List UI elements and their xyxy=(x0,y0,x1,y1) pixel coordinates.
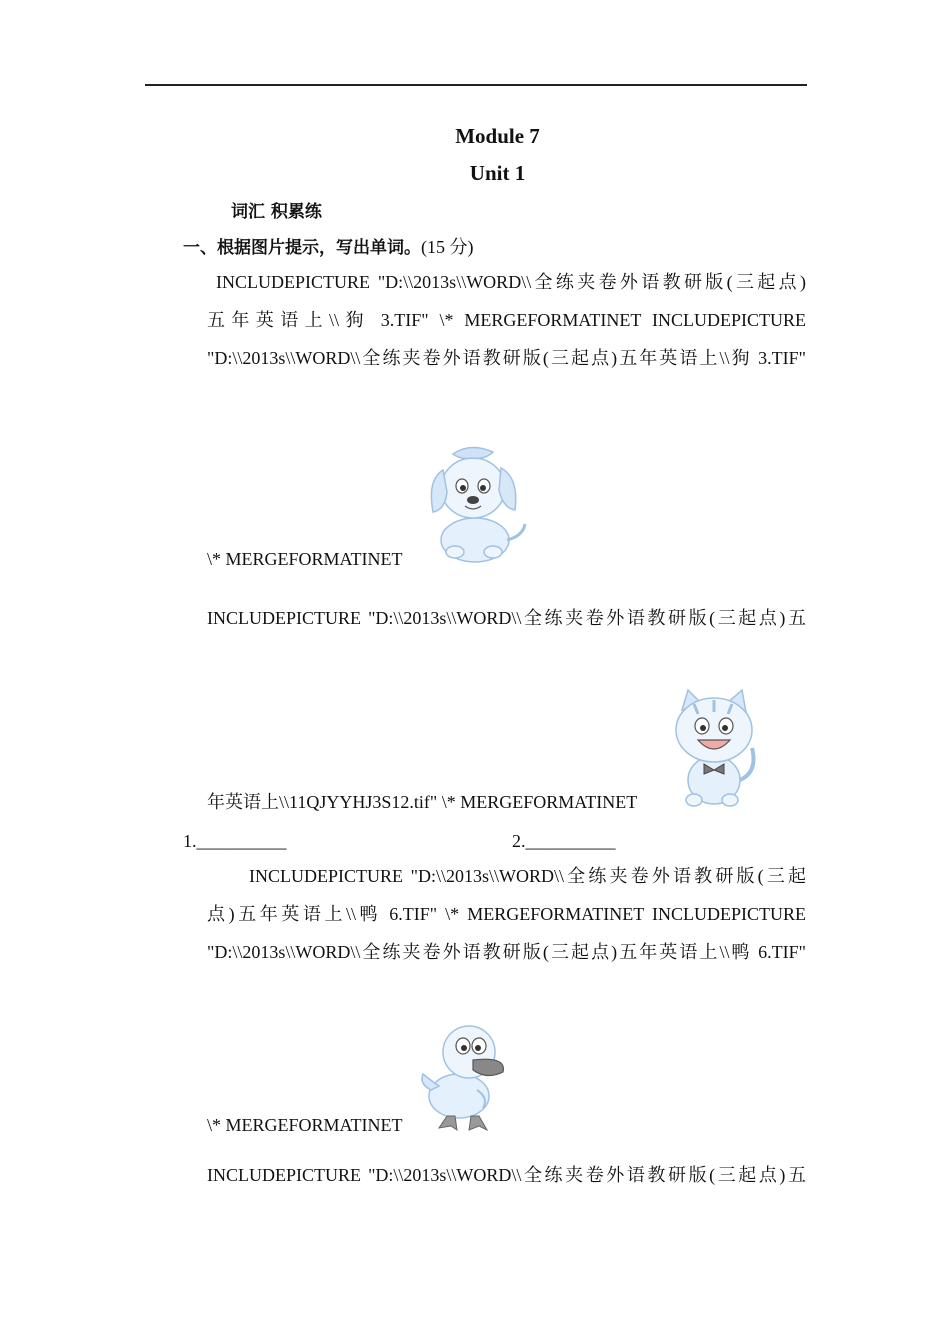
field-code-line: 五年英语上\\狗 3.TIF" \* MERGEFORMATINET INCLUDEPICTURE xyxy=(207,310,806,330)
answer-blank-2[interactable]: 2.__________ xyxy=(512,831,616,851)
dog-cartoon-image xyxy=(415,440,533,565)
cat-cartoon-image xyxy=(664,688,760,810)
unit-title: Unit 1 xyxy=(469,161,526,185)
field-code-line: INCLUDEPICTURE "D:\\2013s\\WORD\\全练夹卷外语教研版(三起 xyxy=(249,866,806,886)
field-code-line: 年英语上\\11QJYYHJ3S12.tif" \* MERGEFORMATINET xyxy=(207,792,638,812)
field-code-line: INCLUDEPICTURE "D:\\2013s\\WORD\\全练夹卷外语教研版(三起点)五 xyxy=(207,608,806,628)
header-rule xyxy=(145,84,807,86)
field-code-line: INCLUDEPICTURE "D:\\2013s\\WORD\\全练夹卷外语教研版(三起点) xyxy=(216,272,806,292)
question-points: (15 分) xyxy=(421,237,474,257)
field-code-line: "D:\\2013s\\WORD\\全练夹卷外语教研版(三起点)五年英语上\\鸭 6.TIF" xyxy=(207,942,807,962)
field-code-line: "D:\\2013s\\WORD\\全练夹卷外语教研版(三起点)五年英语上\\狗 3.TIF" xyxy=(207,348,807,368)
field-code-line: INCLUDEPICTURE "D:\\2013s\\WORD\\全练夹卷外语教研版(三起点)五 xyxy=(207,1165,806,1185)
field-code-line: \* MERGEFORMATINET xyxy=(207,549,403,569)
duck-cartoon-image xyxy=(417,1020,511,1134)
field-code-line: 点)五年英语上\\鸭 6.TIF" \* MERGEFORMATINET INCLUDEPICTURE xyxy=(207,904,806,924)
answer-blank-1[interactable]: 1.__________ xyxy=(183,831,287,851)
question-heading xyxy=(183,235,474,260)
question-text: 一、根据图片提示，写出单词。 xyxy=(183,238,421,258)
field-code-line: \* MERGEFORMATINET xyxy=(207,1115,403,1135)
section-label: 词汇 积累练 xyxy=(231,202,322,222)
module-title: Module 7 xyxy=(455,124,540,148)
